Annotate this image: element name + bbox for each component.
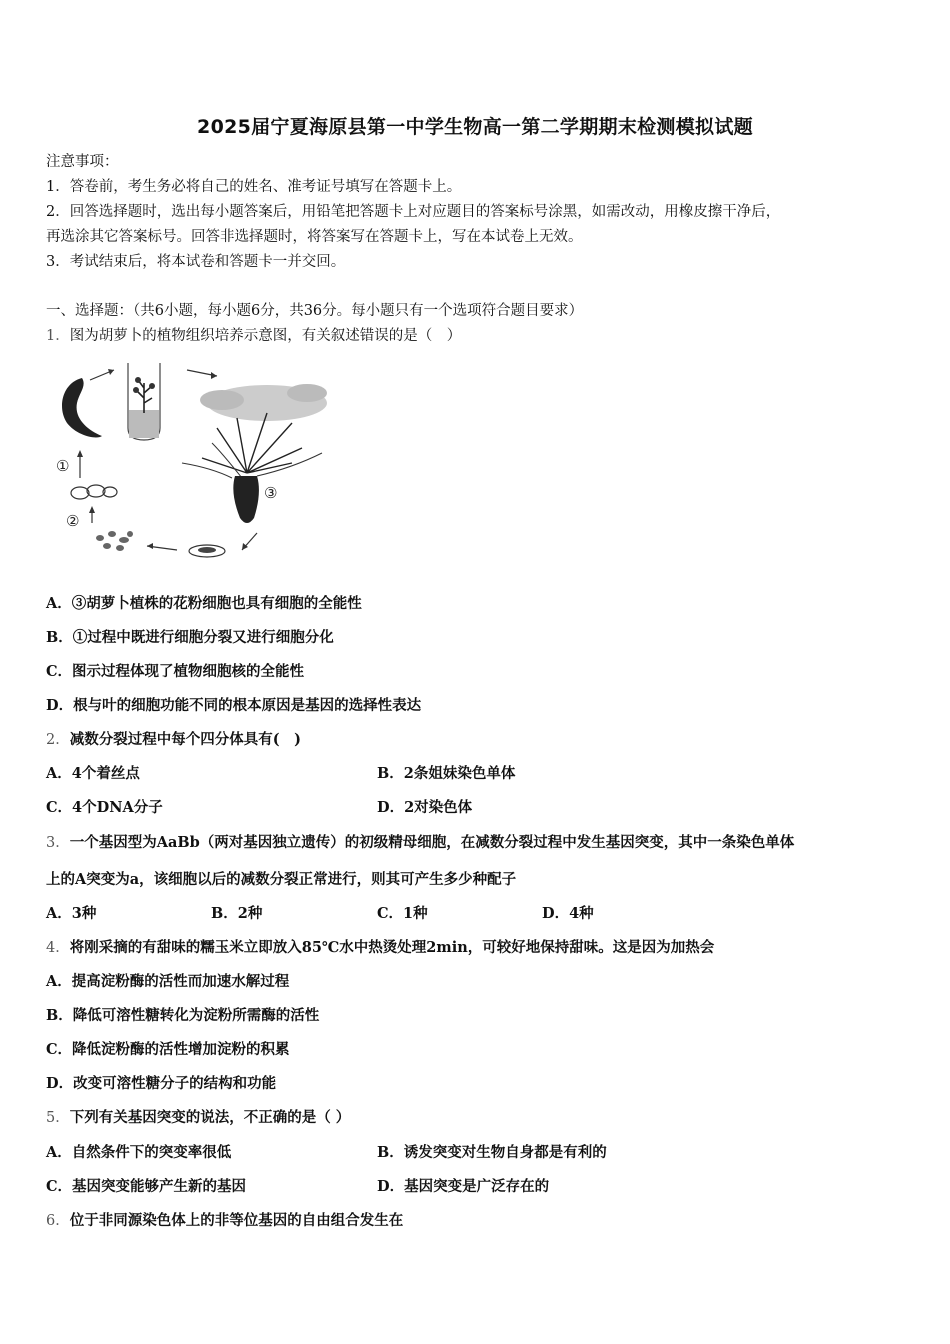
question-number: 3． (46, 835, 70, 851)
option-d: D．基因突变是广泛存在的 (377, 1178, 550, 1195)
option-b: B．①过程中既进行细胞分裂又进行细胞分化 (46, 629, 334, 646)
question-1 (46, 326, 461, 346)
option-d: D．根与叶的细胞功能不同的根本原因是基因的选择性表达 (46, 697, 422, 714)
question-2 (46, 730, 301, 750)
notice-item: 1．答卷前，考生务必将自己的姓名、准考证号填写在答题卡上。 (46, 179, 462, 195)
option-a: A．自然条件下的突变率很低 (46, 1144, 232, 1161)
option-c: C．4个DNA分子 (46, 799, 163, 816)
option-a: A．3种 (46, 905, 97, 922)
option-d: D．2对染色体 (377, 799, 473, 816)
label-1: ① (56, 457, 70, 475)
question-stem: 图为胡萝卜的植物组织培养示意图，有关叙述错误的是（ ） (69, 328, 462, 344)
option-c: C．1种 (377, 905, 428, 922)
option-b: B．2条姐妹染色单体 (377, 765, 516, 782)
notice-heading: 注意事项： (46, 154, 119, 170)
callus (71, 485, 117, 499)
question-number: 1． (46, 328, 70, 344)
option-a: A．提高淀粉酶的活性而加速水解过程 (46, 973, 290, 990)
notice-item: 2．回答选择题时，选出每小题答案后，用铅笔把答题卡上对应题目的答案标号涂黑，如需改动，用橡皮擦干净后， (46, 204, 781, 220)
option-b: B．降低可溶性糖转化为淀粉所需酶的活性 (46, 1007, 320, 1024)
notice-item: 3．考试结束后，将本试卷和答题卡一并交回。 (46, 254, 346, 270)
option-b: B．诱发突变对生物自身都是有利的 (377, 1144, 607, 1161)
question-3 (46, 833, 794, 853)
question-number: 2． (46, 732, 70, 748)
section-heading: 一、选择题：（共6小题，每小题6分，共36分。每小题只有一个选项符合题目要求） (46, 303, 584, 319)
question-stem: 一个基因型为AaBb（两对基因独立遗传）的初级精母细胞，在减数分裂过程中发生基因突变，其中一条染色单体 (69, 834, 795, 851)
option-c: C．图示过程体现了植物细胞核的全能性 (46, 663, 305, 680)
option-a: A．③胡萝卜植株的花粉细胞也具有细胞的全能性 (46, 595, 362, 612)
carrot-root (233, 476, 259, 523)
single-cells (96, 531, 133, 551)
question-3-continued: 上的A突变为a，该细胞以后的减数分裂正常进行，则其可产生多少种配子 (46, 871, 517, 888)
question-stem: 减数分裂过程中每个四分体具有( ) (69, 731, 301, 748)
question-stem: 将刚采摘的有甜味的糯玉米立即放入85℃水中热烫处理2min，可较好地保持甜味。这是因为加热会 (69, 939, 715, 956)
carrot-root-segment (62, 378, 102, 437)
label-2: ② (66, 512, 80, 530)
question-number: 6． (46, 1213, 70, 1229)
option-c: C．降低淀粉酶的活性增加淀粉的积累 (46, 1041, 290, 1058)
option-a: A．4个着丝点 (46, 765, 140, 782)
question-number: 4． (46, 940, 70, 956)
question-4 (46, 938, 714, 958)
question-6 (46, 1211, 403, 1231)
option-d: D．4种 (542, 905, 594, 922)
label-3: ③ (264, 484, 278, 502)
question-stem: 下列有关基因突变的说法，不正确的是（ ） (69, 1109, 351, 1126)
question-number: 5． (46, 1110, 70, 1126)
exam-title: 2025届宁夏海原县第一中学生物高一第二学期期末检测模拟试题 (197, 116, 753, 138)
question-stem: 位于非同源染色体上的非等位基因的自由组合发生在 (69, 1212, 404, 1229)
option-d: D．改变可溶性糖分子的结构和功能 (46, 1075, 277, 1092)
question-5 (46, 1108, 350, 1128)
option-b: B．2种 (211, 905, 263, 922)
option-c: C．基因突变能够产生新的基因 (46, 1178, 247, 1195)
notice-item: 再选涂其它答案标号。回答非选择题时，将答案写在答题卡上，写在本试卷上无效。 (46, 229, 583, 245)
carrot-tissue-culture-figure (52, 358, 337, 563)
